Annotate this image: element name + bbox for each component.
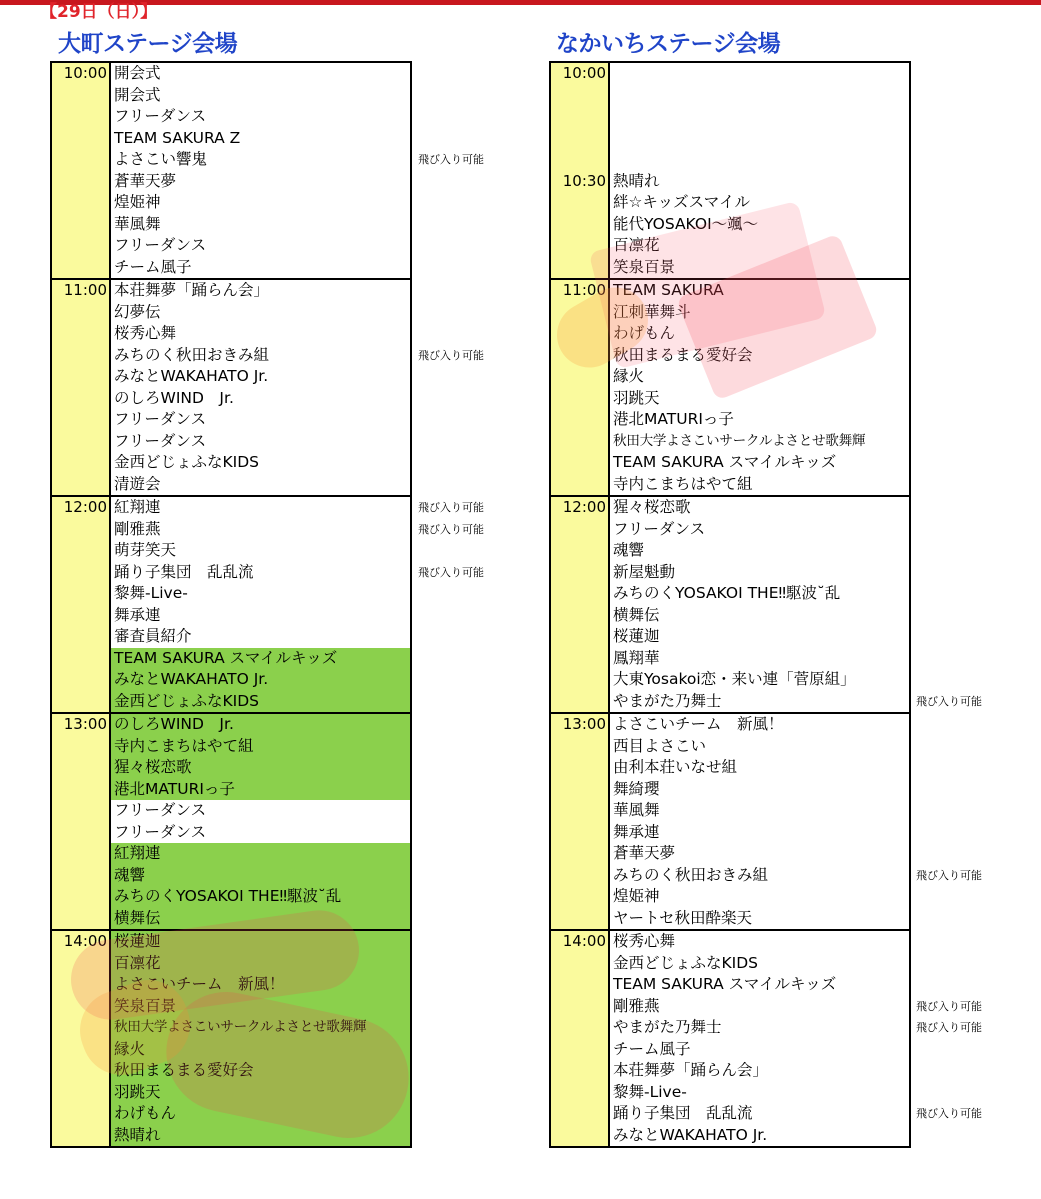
time-slot-label	[52, 235, 109, 257]
time-block	[549, 278, 911, 495]
right-stage-schedule	[549, 61, 911, 1148]
time-block	[549, 929, 911, 1148]
time-slot-label	[52, 757, 109, 779]
performer-row: よさこいチーム 新風！	[111, 974, 410, 996]
time-slot-label	[52, 1103, 109, 1125]
time-slot-label	[52, 1017, 109, 1039]
time-block	[549, 61, 911, 278]
time-slot-label	[52, 843, 109, 865]
time-slot-label	[52, 974, 109, 996]
time-slot-label	[551, 431, 608, 453]
time-slot-label	[52, 800, 109, 822]
performer-row: 蒼華天夢	[114, 171, 177, 190]
performer-row: 舞承連	[613, 822, 660, 841]
performer-row: 本荘舞夢「踊らん会」	[114, 281, 270, 299]
time-slot-label: 13:00	[63, 715, 107, 733]
performer-row: TEAM SAKURA	[613, 281, 724, 299]
time-block	[50, 278, 412, 495]
performer-row: 笑泉百景	[111, 996, 410, 1018]
time-slot-label	[551, 1039, 608, 1061]
time-slot-label	[551, 519, 608, 541]
time-slot-label	[52, 1125, 109, 1147]
performer-row: 金西どじょふなKIDS	[111, 691, 410, 713]
time-column	[52, 280, 111, 495]
time-block	[549, 712, 911, 929]
performer-row: 魂響	[613, 541, 645, 559]
performer-row: TEAM SAKURA スマイルキッズ	[111, 648, 410, 670]
time-slot-label	[551, 669, 608, 691]
performer-column	[610, 280, 909, 495]
time-slot-label	[52, 409, 109, 431]
time-slot-label	[551, 1082, 608, 1104]
performer-row: 港北MATURIっ子	[111, 779, 410, 801]
performer-row: 熱晴れ	[111, 1125, 410, 1147]
time-slot-label: 12:00	[562, 498, 606, 516]
performer-row: 華風舞	[613, 801, 660, 819]
time-slot-label: 10:00	[63, 64, 107, 82]
time-slot-label	[52, 1060, 109, 1082]
time-slot-label	[52, 540, 109, 562]
time-slot-label	[52, 562, 109, 584]
walk-in-note: 飛び入り可能	[916, 999, 982, 1013]
time-slot-label	[551, 1103, 608, 1125]
performer-row: 大東Yosakoi恋・来い連「菅原組」	[613, 670, 856, 688]
time-slot-label	[52, 736, 109, 758]
performer-row	[610, 106, 909, 128]
walk-in-note: 飛び入り可能	[418, 501, 484, 514]
time-slot-label	[551, 128, 608, 150]
performer-row: 秋田まるまる愛好会	[613, 345, 753, 364]
time-slot-label	[52, 474, 109, 496]
performer-row: 幻夢伝	[114, 302, 161, 321]
time-slot-label: 12:00	[63, 498, 107, 516]
performer-row: やまがた乃舞士	[613, 691, 722, 710]
performer-row: フリーダンス	[114, 801, 207, 819]
walk-in-note: 飛び入り可能	[916, 868, 982, 882]
time-slot-label	[551, 1125, 608, 1147]
time-slot-label	[551, 800, 608, 822]
performer-row: TEAM SAKURA Z	[114, 128, 241, 147]
performer-row: フリーダンス	[114, 410, 207, 428]
time-slot-label	[52, 519, 109, 541]
time-slot-label: 14:00	[63, 932, 107, 950]
time-slot-label	[551, 626, 608, 648]
time-slot-label	[52, 1039, 109, 1061]
performer-row: 西目よさこい	[613, 736, 707, 755]
performer-row: 秋田まるまる愛好会	[111, 1060, 410, 1082]
performer-row: 笑泉百景	[613, 257, 676, 276]
time-slot-label	[551, 953, 608, 975]
time-slot-label	[551, 149, 608, 171]
walk-in-note: 飛び入り可能	[916, 1021, 982, 1034]
time-block	[50, 61, 412, 278]
performer-row: 秋田大学よさこいサークルよさとせ歌舞輝	[111, 1017, 410, 1039]
performer-row: わげもん	[111, 1103, 410, 1125]
time-slot-label	[551, 1060, 608, 1082]
time-slot-label	[52, 192, 109, 214]
walk-in-note: 飛び入り可能	[418, 522, 484, 536]
performer-row: よさこいチーム 新風！	[613, 715, 784, 733]
time-column	[52, 63, 111, 278]
time-slot-label	[52, 822, 109, 844]
performer-row: 開会式	[114, 85, 161, 104]
time-slot-label	[551, 974, 608, 996]
time-slot-label	[551, 366, 608, 388]
performer-row: のしろWIND Jr.	[111, 714, 410, 736]
time-slot-label	[551, 302, 608, 324]
time-slot-label	[52, 953, 109, 975]
performer-row: フリーダンス	[114, 431, 207, 450]
time-slot-label	[551, 843, 608, 865]
performer-column	[610, 497, 909, 712]
time-slot-label	[551, 345, 608, 367]
performer-row: 横舞伝	[111, 908, 410, 930]
performer-row: みちのく秋田おきみ組	[613, 865, 769, 884]
performer-row: みちのく秋田おきみ組	[114, 345, 270, 364]
time-column	[551, 280, 610, 495]
performer-row: 清遊会	[114, 474, 161, 493]
time-slot-label	[551, 388, 608, 410]
performer-row: フリーダンス	[114, 236, 207, 254]
time-column	[52, 931, 111, 1146]
time-slot-label	[52, 886, 109, 908]
performer-row: 由利本荘いなせ組	[613, 758, 738, 776]
performer-row: 港北MATURIっ子	[613, 410, 734, 428]
performer-row: 桜秀心舞	[613, 932, 676, 950]
time-slot-label	[551, 562, 608, 584]
performer-row: 華風舞	[114, 214, 161, 233]
time-slot-label	[52, 85, 109, 107]
time-column	[52, 714, 111, 929]
time-slot-label	[551, 452, 608, 474]
performer-row: 桜秀心舞	[114, 324, 177, 342]
time-slot-label	[52, 106, 109, 128]
date-heading: 【29日（日）】	[40, 2, 158, 22]
performer-row: 縁火	[111, 1039, 410, 1061]
walk-in-note: 飛び入り可能	[418, 348, 484, 362]
time-slot-label	[52, 452, 109, 474]
performer-row: 萌芽笑天	[114, 541, 177, 559]
performer-row: 桜蓮迦	[613, 627, 660, 645]
performer-row: 踊り子集団 乱乱流	[114, 562, 254, 581]
performer-row: 桜蓮迦	[111, 931, 410, 953]
walk-in-note: 飛び入り可能	[418, 565, 484, 579]
time-column	[551, 931, 610, 1146]
performer-row: 魂響	[111, 865, 410, 887]
performer-row: みなとWAKAHATO Jr.	[114, 367, 269, 385]
performer-row: 金西どじょふなKIDS	[613, 953, 759, 972]
performer-row: 本荘舞夢「踊らん会」	[613, 1061, 769, 1079]
time-slot-label	[551, 409, 608, 431]
performer-column	[610, 714, 909, 929]
performer-row: 紅翔連	[111, 843, 410, 865]
performer-column	[610, 63, 909, 278]
performer-row: 審査員紹介	[114, 627, 192, 645]
time-slot-label	[52, 908, 109, 930]
walk-in-note: 飛び入り可能	[916, 1107, 982, 1120]
time-slot-label: 10:00	[562, 64, 606, 82]
performer-row	[610, 128, 909, 150]
time-block	[50, 495, 412, 712]
performer-row: やまがた乃舞士	[613, 1018, 722, 1036]
time-slot-label	[52, 1082, 109, 1104]
performer-row: 猩々桜恋歌	[111, 757, 410, 779]
performer-row: ヤートセ秋田酔楽天	[613, 908, 753, 927]
time-slot-label	[52, 779, 109, 801]
time-slot-label	[52, 388, 109, 410]
time-slot-label	[52, 865, 109, 887]
performer-row: 黎舞-Live-	[114, 584, 188, 602]
performer-row: 熱晴れ	[613, 171, 660, 190]
left-stage-title: 大町ステージ会場	[58, 31, 238, 57]
performer-row: みなとWAKAHATO Jr.	[613, 1125, 768, 1144]
time-slot-label	[52, 345, 109, 367]
performer-row	[610, 149, 909, 171]
performer-row	[610, 63, 909, 85]
performer-row: よさこい響鬼	[114, 150, 208, 168]
time-slot-label	[551, 583, 608, 605]
time-slot-label	[551, 779, 608, 801]
time-slot-label	[551, 757, 608, 779]
performer-row: 横舞伝	[613, 605, 660, 624]
performer-row: フリーダンス	[613, 519, 706, 538]
performer-row: 羽跳天	[613, 388, 660, 407]
time-slot-label	[52, 366, 109, 388]
time-slot-label	[52, 323, 109, 345]
performer-row: 江刺華舞斗	[613, 302, 691, 321]
time-slot-label: 11:00	[63, 281, 107, 299]
time-slot-label	[52, 996, 109, 1018]
time-slot-label	[52, 128, 109, 150]
performer-row: チーム風子	[613, 1039, 691, 1058]
performer-row: 絆☆キッズスマイル	[613, 193, 750, 211]
performer-row: 鳳翔華	[613, 648, 660, 667]
time-slot-label: 11:00	[562, 281, 606, 299]
time-slot-label	[551, 605, 608, 627]
performer-row: 剛雅燕	[114, 519, 161, 538]
time-slot-label	[551, 996, 608, 1018]
time-slot-label	[52, 648, 109, 670]
time-slot-label	[52, 149, 109, 171]
time-slot-label	[551, 192, 608, 214]
walk-in-note: 飛び入り可能	[916, 694, 982, 708]
performer-row: わげもん	[613, 324, 676, 342]
performer-row: フリーダンス	[114, 107, 207, 125]
time-slot-label	[551, 106, 608, 128]
performer-row	[610, 85, 909, 107]
time-slot-label	[551, 323, 608, 345]
right-stage-title: なかいちステージ会場	[556, 31, 781, 57]
performer-row: 百凛花	[613, 236, 660, 254]
performer-row: 金西どじょふなKIDS	[114, 453, 260, 471]
time-column	[551, 714, 610, 929]
time-slot-label	[52, 431, 109, 453]
performer-row: 煌姫神	[613, 887, 660, 905]
walk-in-note: 飛び入り可能	[418, 153, 484, 166]
time-column	[551, 63, 610, 278]
performer-row: 舞承連	[114, 605, 161, 624]
time-block	[50, 712, 412, 929]
time-slot-label	[52, 214, 109, 236]
time-column	[52, 497, 111, 712]
performer-column	[111, 280, 410, 495]
time-slot-label	[52, 605, 109, 627]
time-slot-label	[52, 171, 109, 193]
time-slot-label	[551, 85, 608, 107]
time-slot-label	[52, 583, 109, 605]
time-slot-label	[551, 648, 608, 670]
performer-row: フリーダンス	[114, 822, 207, 841]
performer-row: 煌姫神	[114, 193, 161, 211]
performer-row: 開会式	[114, 64, 161, 82]
time-slot-label: 14:00	[562, 932, 606, 950]
time-slot-label	[551, 1017, 608, 1039]
time-slot-label	[551, 865, 608, 887]
performer-row: みなとWAKAHATO Jr.	[111, 669, 410, 691]
performer-row: 寺内こまちはやて組	[613, 474, 753, 493]
performer-row: 寺内こまちはやて組	[111, 736, 410, 758]
performer-row: 舞綺瓔	[613, 779, 660, 798]
performer-row: 百凛花	[111, 953, 410, 975]
performer-row: のしろWIND Jr.	[114, 388, 234, 407]
performer-column	[111, 931, 410, 1146]
time-slot-label	[52, 669, 109, 691]
time-slot-label	[551, 736, 608, 758]
performer-row: 能代YOSAKOI～颯～	[613, 214, 759, 233]
time-slot-label	[551, 257, 608, 279]
performer-row: 新屋魁動	[613, 562, 676, 581]
performer-row: 黎舞-Live-	[613, 1082, 687, 1101]
performer-row: 蒼華天夢	[613, 844, 676, 862]
performer-column	[111, 63, 410, 278]
time-slot-label	[551, 908, 608, 930]
time-block	[549, 495, 911, 712]
time-slot-label	[52, 626, 109, 648]
performer-row: TEAM SAKURA スマイルキッズ	[613, 975, 837, 993]
time-slot-label	[52, 302, 109, 324]
performer-row: 剛雅燕	[613, 996, 660, 1015]
time-slot-label	[551, 235, 608, 257]
time-slot-label	[551, 214, 608, 236]
time-slot-label: 13:00	[562, 715, 606, 733]
time-slot-label	[551, 540, 608, 562]
performer-column	[111, 497, 410, 712]
performer-row: 秋田大学よさこいサークルよさとせ歌舞輝	[613, 432, 866, 449]
time-slot-label	[52, 691, 109, 713]
time-slot-label	[551, 691, 608, 713]
performer-row: みちのくYOSAKOI THE‼駆波˘乱	[613, 584, 841, 602]
performer-row: 紅翔連	[114, 498, 161, 516]
time-block	[50, 929, 412, 1148]
performer-row: 猩々桜恋歌	[613, 498, 691, 516]
performer-row: TEAM SAKURA スマイルキッズ	[613, 453, 837, 471]
time-slot-label: 10:30	[562, 171, 606, 190]
performer-column	[610, 931, 909, 1146]
time-slot-label	[551, 822, 608, 844]
performer-row: チーム風子	[114, 257, 192, 276]
performer-row: 羽跳天	[111, 1082, 410, 1104]
performer-row: みちのくYOSAKOI THE‼駆波˘乱	[111, 886, 410, 908]
time-column	[551, 497, 610, 712]
performer-row: 踊り子集団 乱乱流	[613, 1104, 753, 1122]
time-slot-label	[551, 886, 608, 908]
performer-column	[111, 714, 410, 929]
time-slot-label	[52, 257, 109, 279]
left-stage-schedule	[50, 61, 412, 1148]
performer-row: 縁火	[613, 367, 645, 385]
time-slot-label	[551, 474, 608, 496]
